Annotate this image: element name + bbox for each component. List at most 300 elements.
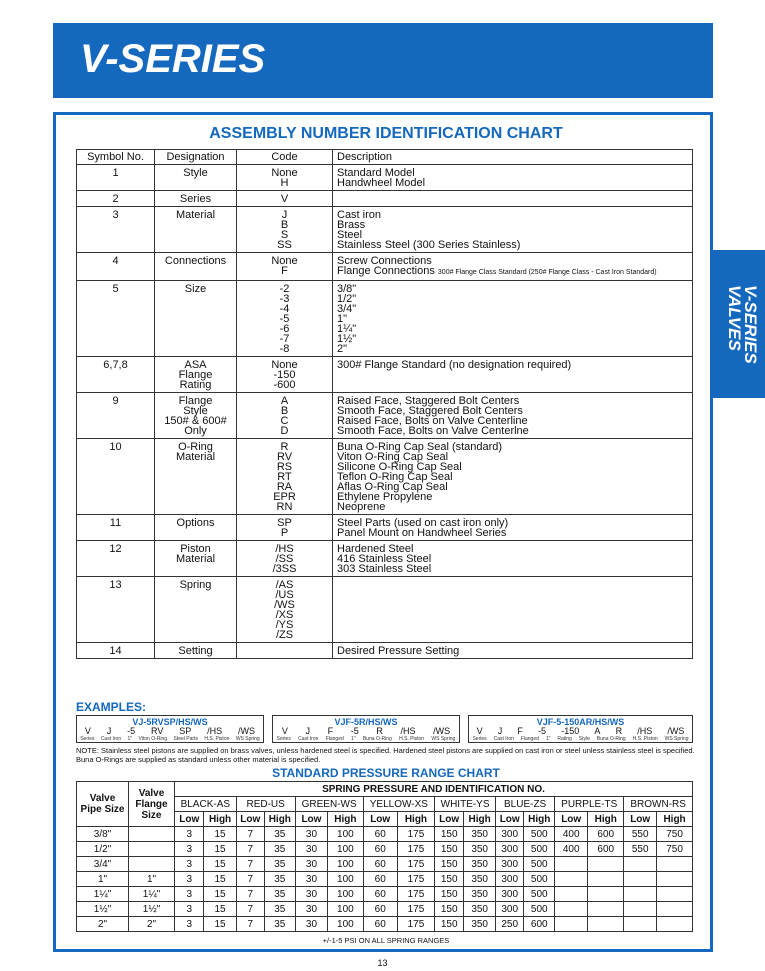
pressure-value-cell: 175 [397,842,434,857]
example-code-label: 1" [127,736,133,742]
cell-line: Silicone O-Ring Cap Seal [337,461,462,473]
cell-line: SS [277,239,292,251]
spring-name-header: PURPLE-TS [555,797,624,812]
pressure-value-cell: 300 [496,827,524,842]
symbol-cell [77,541,155,577]
cell-line: /WS [274,599,295,611]
assembly-id-table [76,149,693,659]
pressure-value-cell [624,917,657,932]
code-cell [237,393,333,439]
examples-label: EXAMPLES: [76,700,147,714]
pressure-value-cell [555,902,588,917]
cell-line: /SS [275,553,294,565]
pressure-value-cell [588,872,624,887]
pressure-value-cell: 600 [588,842,624,857]
cell-line: Hardened Steel [337,543,414,555]
page-title: V-SERIES [80,37,266,81]
pressure-value-cell [624,872,657,887]
pressure-value-cell: 750 [657,827,693,842]
cell-line: None [271,167,298,179]
description-cell [333,439,693,515]
pressure-value-cell: 500 [524,887,555,902]
side-tab [713,250,765,398]
high-header: High [464,812,496,827]
pressure-value-cell: 30 [295,872,328,887]
spring-name-header: WHITE-YS [435,797,496,812]
symbol-cell [77,439,155,515]
cell-line: /3SS [272,563,297,575]
cell-line: -5 [279,313,290,325]
example-labels [469,736,692,742]
example-title: VJ-5RVSP/HS/WS [132,717,208,727]
example-code-label: H.S. Piston [399,736,425,742]
table-row [77,207,693,253]
cell-line: Piston [180,543,211,555]
pressure-value-cell: 35 [264,857,295,872]
cell-line: Teflon O-Ring Cap Seal [337,471,453,483]
designation-cell [155,165,237,191]
cell-line: /XS [275,609,294,621]
code-cell [237,515,333,541]
pressure-value-cell: 550 [624,827,657,842]
cell-line: 1¼" [337,323,357,335]
cell-line: S [280,229,289,241]
example-code-label: H.S. Piston [632,736,658,742]
valve-pipe-size-header: Valve Pipe Size [77,782,129,827]
example-code-label: 1" [545,736,551,742]
pressure-value-cell: 175 [397,827,434,842]
cell-line: /US [275,589,294,601]
example-code-label: WS Spring [664,736,689,742]
symbol-cell [77,191,155,207]
pressure-value-cell: 350 [464,842,496,857]
pressure-value-cell: 7 [236,887,264,902]
spring-name-header: BLUE-ZS [496,797,555,812]
designation-cell [155,439,237,515]
example-code: -5 [350,726,359,736]
cell-line: -150 [273,369,296,381]
flange-size-cell: 1" [129,872,175,887]
pressure-value-cell: 15 [204,857,236,872]
pressure-value-cell: 100 [328,842,363,857]
cell-line: Raised Face, Bolts on Valve Centerline [337,415,528,427]
example-code-label: Buna O-Ring [362,736,392,742]
code-cell [237,207,333,253]
cell-line: -4 [279,303,290,315]
pressure-value-cell: 7 [236,857,264,872]
cell-line: Size [184,283,207,295]
pressure-value-cell: 300 [496,872,524,887]
low-header: Low [175,812,204,827]
code-cell [237,357,333,393]
cell-line: ASA [184,359,207,371]
pressure-value-cell: 350 [464,827,496,842]
pressure-value-cell: 250 [496,917,524,932]
cell-line: J [281,209,288,221]
example-code-label: WS Spring [235,736,260,742]
designation-cell [155,643,237,659]
pressure-value-cell [657,887,693,902]
cell-line: 2" [337,343,348,355]
pressure-value-cell: 550 [624,842,657,857]
example-title: VJF-5-150AR/HS/WS [536,717,625,727]
pressure-value-cell: 3 [175,872,204,887]
high-header: High [328,812,363,827]
cell-line: Cast iron [337,209,382,221]
low-header: Low [236,812,264,827]
code-cell [237,191,333,207]
cell-line: 1/2" [337,293,357,305]
designation-cell [155,253,237,281]
description-cell [333,577,693,643]
example-code: /HS [400,726,416,736]
cell-line: 1½" [337,333,357,345]
designation-cell [155,281,237,357]
cell-line: -6 [279,323,290,335]
pressure-value-cell: 3 [175,917,204,932]
pressure-value-cell: 15 [204,872,236,887]
pressure-value-cell [657,857,693,872]
pressure-value-cell [555,872,588,887]
cell-line: B [280,405,289,417]
example-code-label: Cast Iron [493,736,514,742]
pressure-value-cell: 7 [236,872,264,887]
example-codes [273,727,459,736]
example-code-label: Series [276,736,291,742]
low-header: Low [496,812,524,827]
symbol-no: 14 [109,645,122,657]
symbol-cell [77,281,155,357]
cell-line: Panel Mount on Handwheel Series [337,527,507,539]
pressure-value-cell: 3 [175,887,204,902]
spring-group-header: SPRING PRESSURE AND IDENTIFICATION NO. [175,782,693,797]
cell-line: Material [175,451,216,463]
cell-line: Neoprene [337,501,386,513]
cell-line: 303 Stainless Steel [337,563,432,575]
example-code: J [497,726,503,736]
cell-line: Stainless Steel (300 Series Stainless) [337,239,521,251]
pressure-value-cell: 60 [363,917,397,932]
cell-line: C [280,415,289,427]
pressure-value-cell: 150 [435,842,464,857]
flange-size-cell: 1½" [129,902,175,917]
example-code: V [476,726,483,736]
cell-line: RV [276,451,293,463]
pressure-value-cell: 35 [264,872,295,887]
low-header: Low [363,812,397,827]
cell-line: Connections [164,255,227,267]
symbol-cell [77,643,155,659]
symbol-cell [77,577,155,643]
example-code-label: Flanged [325,736,344,742]
pressure-value-cell: 150 [435,827,464,842]
example-code-label: Series [80,736,95,742]
pressure-value-cell: 100 [328,902,363,917]
pressure-value-cell [588,857,624,872]
cell-line: Setting [178,645,213,657]
symbol-no: 6,7,8 [103,359,128,371]
pressure-value-cell: 350 [464,887,496,902]
pressure-value-cell: 100 [328,887,363,902]
cell-line: None [271,255,298,267]
pressure-value-cell: 350 [464,917,496,932]
pressure-value-cell: 150 [435,917,464,932]
pressure-value-cell: 175 [397,872,434,887]
pressure-value-cell [624,902,657,917]
pressure-value-cell: 3 [175,827,204,842]
pressure-value-cell: 400 [555,827,588,842]
table-row [77,872,693,887]
cell-line: Style [183,405,208,417]
cell-line: /HS [275,543,294,555]
table-row [77,439,693,515]
cell-line: -600 [273,379,296,391]
low-header: Low [295,812,328,827]
description-cell [333,393,693,439]
example-box [272,715,460,743]
symbol-cell [77,357,155,393]
pressure-value-cell: 7 [236,842,264,857]
example-code-label: Cast Iron [298,736,319,742]
column-header: Description [333,150,693,165]
example-code: V [281,726,288,736]
cell-line: Handwheel Model [337,177,426,189]
pressure-value-cell: 3 [175,902,204,917]
pressure-value-cell: 100 [328,827,363,842]
example-code: /WS [667,726,685,736]
note-text: NOTE: Stainless steel pistons are supplied on brass valves, unless hardened steel is specified. Hardened steel pistons are supplied on cast iron or steel unless stainless steel is specified. Buna O-Rings are supplied as standard unless other material is specified. [76,746,695,764]
spring-name-header: YELLOW-XS [363,797,434,812]
example-code-label: Buna O-Ring [596,736,626,742]
pressure-value-cell: 60 [363,842,397,857]
pressure-value-cell: 300 [496,842,524,857]
pressure-value-cell: 60 [363,827,397,842]
pressure-value-cell: 35 [264,842,295,857]
table-row [77,515,693,541]
pressure-value-cell: 400 [555,842,588,857]
cell-line: 3/8" [337,283,357,295]
symbol-cell [77,207,155,253]
cell-line: Material [175,209,216,221]
cell-line: RS [276,461,293,473]
pressure-value-cell: 3 [175,842,204,857]
valve-flange-size-header: Valve Flange Size [129,782,175,827]
pressure-value-cell [555,857,588,872]
cell-line: Raised Face, Staggered Bolt Centers [337,395,520,407]
symbol-cell [77,253,155,281]
cell-line: -2 [279,283,290,295]
cell-line: Brass [337,219,366,231]
pressure-chart-title: STANDARD PRESSURE RANGE CHART [272,766,500,780]
pressure-value-cell: 3 [175,857,204,872]
designation-cell [155,541,237,577]
example-code-label: Viton O-Ring [138,736,168,742]
spring-name-header: BROWN-RS [624,797,693,812]
cell-line: 300# Flange Standard (no designation required) [337,359,572,371]
example-code: V [84,726,91,736]
pressure-value-cell: 15 [204,827,236,842]
cell-line: Material [175,553,216,565]
pressure-value-cell: 15 [204,902,236,917]
symbol-no: 1 [112,167,119,179]
symbol-no: 4 [112,255,119,267]
pressure-value-cell: 35 [264,902,295,917]
pressure-value-cell: 30 [295,857,328,872]
pressure-value-cell: 7 [236,917,264,932]
pressure-value-cell: 100 [328,857,363,872]
pressure-value-cell [657,917,693,932]
table-row [77,393,693,439]
symbol-no: 12 [109,543,122,555]
pressure-value-cell: 7 [236,827,264,842]
code-cell [237,253,333,281]
pressure-value-cell: 175 [397,857,434,872]
table-row [77,541,693,577]
example-codes [469,727,692,736]
designation-cell [155,515,237,541]
header-banner [53,23,713,98]
example-code-label: Style [578,736,590,742]
cell-line: Flange [178,395,213,407]
table-row [77,165,693,191]
example-code: /WS [237,726,255,736]
cell-line: B [280,219,289,231]
example-code: /HS [207,726,223,736]
pressure-value-cell: 350 [464,857,496,872]
pressure-value-cell: 300 [496,857,524,872]
symbol-no: 11 [109,517,122,529]
example-code-label: H.S. Piston [204,736,230,742]
pressure-value-cell: 100 [328,917,363,932]
cell-line: SP [277,517,292,529]
symbol-no: 10 [109,441,122,453]
designation-cell [155,191,237,207]
pressure-value-cell: 500 [524,842,555,857]
symbol-no: 2 [112,193,119,205]
description-note: 300# Flange Class Standard (250# Flange Class - Cast Iron Standard) [437,269,657,276]
example-code-label: Rating [557,736,572,742]
cell-line: Aflas O-Ring Cap Seal [337,481,448,493]
table-row [77,643,693,659]
pressure-value-cell: 500 [524,872,555,887]
cell-line: Buna O-Ring Cap Seal (standard) [337,441,503,453]
example-code: J [106,726,112,736]
pressure-value-cell: 500 [524,857,555,872]
code-cell [237,439,333,515]
table-row [77,902,693,917]
cell-line: RT [277,471,292,483]
content-frame [53,112,713,952]
low-header: Low [624,812,657,827]
cell-line: Screw Connections [337,255,432,267]
low-header: Low [555,812,588,827]
cell-line: -3 [279,293,290,305]
pipe-size-cell: 1" [77,872,129,887]
spring-name-header: RED-US [236,797,295,812]
pressure-value-cell [588,902,624,917]
example-code-label: Series [472,736,487,742]
example-title: VJF-5R/HS/WS [334,717,398,727]
pressure-value-cell: 175 [397,917,434,932]
example-code-label: WS Spring [431,736,456,742]
column-header: Designation [155,150,237,165]
low-header: Low [435,812,464,827]
table-row [77,357,693,393]
table-row [77,827,693,842]
pressure-value-cell: 30 [295,827,328,842]
spring-name-header: BLACK-AS [175,797,237,812]
description-cell [333,253,693,281]
pressure-value-cell [657,872,693,887]
cell-line: /ZS [275,629,294,641]
pressure-value-cell: 7 [236,902,264,917]
example-box [468,715,693,743]
pressure-value-cell: 30 [295,887,328,902]
pressure-value-cell: 350 [464,872,496,887]
chart-title: ASSEMBLY NUMBER IDENTIFICATION CHART [209,125,563,142]
cell-line: Flange [178,369,213,381]
pipe-size-cell: 3/8" [77,827,129,842]
cell-line: Smooth Face, Bolts on Valve Centerlne [337,425,529,437]
pressure-value-cell: 750 [657,842,693,857]
pressure-value-cell: 300 [496,887,524,902]
cell-line: 1" [337,313,348,325]
table-row [77,191,693,207]
pressure-value-cell: 15 [204,842,236,857]
cell-line: Standard Model [337,167,415,179]
symbol-no: 3 [112,209,119,221]
cell-line: Ethylene Propylene [337,491,433,503]
pressure-range-table [76,781,693,932]
example-labels [273,736,459,742]
pressure-value-cell: 60 [363,872,397,887]
example-code: R [615,726,623,736]
example-codes [77,727,263,736]
flange-size-cell: 1¼" [129,887,175,902]
example-code: -5 [127,726,136,736]
cell-line: Series [179,193,212,205]
cell-line: Viton O-Ring Cap Seal [337,451,449,463]
pipe-size-cell: 1½" [77,902,129,917]
pressure-value-cell: 35 [264,917,295,932]
high-header: High [397,812,434,827]
pressure-value-cell [555,917,588,932]
code-cell [237,281,333,357]
table-row [77,857,693,872]
cell-line: O-Ring [178,441,213,453]
code-cell [237,577,333,643]
pressure-value-cell: 150 [435,887,464,902]
example-code: J [305,726,310,736]
flange-size-cell: 2" [129,917,175,932]
cell-line: EPR [273,491,296,503]
cell-line: R [280,441,289,453]
description-cell [333,357,693,393]
pressure-value-cell: 35 [264,827,295,842]
pressure-value-cell: 175 [397,887,434,902]
example-code: -150 [561,726,580,736]
cell-line: /AS [275,579,294,591]
code-cell [237,643,333,659]
example-code: A [594,726,601,736]
symbol-cell [77,165,155,191]
cell-line: F [281,265,288,277]
spring-name-header: GREEN-WS [295,797,363,812]
cell-line: 150# & 600# [164,415,227,427]
cell-line: 416 Stainless Steel [337,553,432,565]
example-code: SP [179,726,192,736]
cell-line: -7 [279,333,290,345]
